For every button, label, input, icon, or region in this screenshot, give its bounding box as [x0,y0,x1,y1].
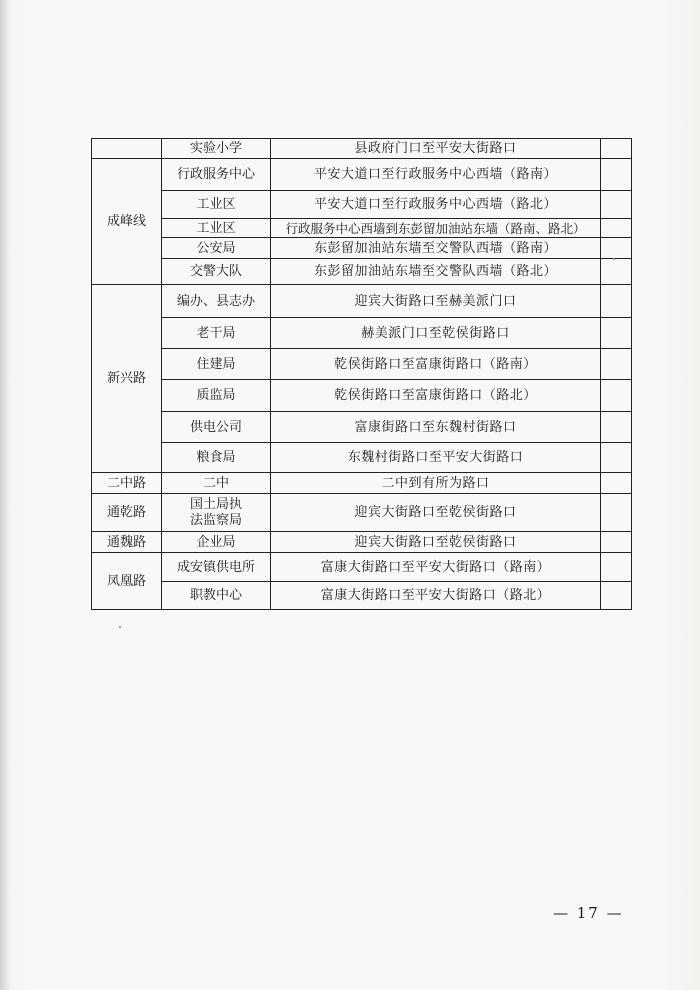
note-cell [601,380,632,412]
road-assignment-table [91,138,632,610]
section-cell: 富康街路口至东魏村街路口 [271,412,601,443]
unit-cell: 供电公司 [162,412,271,443]
section-cell: 迎宾大街路口至赫美派门口 [271,285,601,318]
note-cell [601,159,632,191]
unit-cell: 交警大队 [162,259,271,285]
note-cell [601,582,632,610]
unit-cell: 行政服务中心 [162,159,271,191]
unit-cell: 公安局 [162,238,271,259]
unit-cell: 工业区 [162,191,271,219]
unit-cell: 老干局 [162,318,271,349]
table-row [92,285,632,318]
unit-cell [162,494,271,532]
table-row [92,318,632,349]
table-row [92,473,632,494]
unit-cell: 二中 [162,473,271,494]
road-cell: 二中路 [92,473,162,494]
table-row [92,139,632,159]
table-row [92,412,632,443]
page-number: — 17 — [553,904,624,922]
section-cell: 乾侯街路口至富康街路口（路南） [271,349,601,380]
scan-speck [613,258,615,260]
road-cell: 成峰线 [92,159,162,285]
section-cell: 县政府门口至平安大街路口 [271,139,601,159]
note-cell [601,238,632,259]
section-cell: 乾侯街路口至富康街路口（路北） [271,380,601,412]
table-row [92,494,632,532]
unit-cell: 企业局 [162,532,271,553]
road-cell: 通魏路 [92,532,162,553]
note-cell [601,285,632,318]
road-cell: 新兴路 [92,285,162,473]
table-row [92,532,632,553]
note-cell [601,219,632,238]
unit-cell: 工业区 [162,219,271,238]
note-cell [601,532,632,553]
section-cell: 东彭留加油站东墙至交警队西墙（路南） [271,238,601,259]
road-cell: 通乾路 [92,494,162,532]
unit-cell: 编办、县志办 [162,285,271,318]
table-row [92,443,632,473]
scan-edge-shadow [0,0,10,990]
scan-speck [119,626,121,628]
note-cell [601,473,632,494]
unit-cell: 粮食局 [162,443,271,473]
section-cell: 迎宾大街路口至乾侯街路口 [271,532,601,553]
note-cell [601,139,632,159]
road-cell: 凤凰路 [92,553,162,610]
note-cell [601,443,632,473]
note-cell [601,259,632,285]
note-cell [601,553,632,582]
unit-cell: 成安镇供电所 [162,553,271,582]
table-row [92,219,632,238]
section-cell: 赫美派门口至乾侯街路口 [271,318,601,349]
note-cell [601,191,632,219]
note-cell [601,412,632,443]
note-cell [601,318,632,349]
table-row [92,191,632,219]
section-cell: 平安大道口至行政服务中心西墙（路北） [271,191,601,219]
table-row [92,238,632,259]
unit-cell: 实验小学 [162,139,271,159]
section-cell: 迎宾大街路口至乾侯街路口 [271,494,601,532]
table-row [92,349,632,380]
table-row [92,553,632,582]
section-cell: 二中到有所为路口 [271,473,601,494]
road-cell [92,139,162,159]
unit-cell: 住建局 [162,349,271,380]
section-cell: 平安大道口至行政服务中心西墙（路南） [271,159,601,191]
section-cell: 行政服务中心西墙到东彭留加油站东墙（路南、路北） [271,219,601,238]
unit-cell: 职教中心 [162,582,271,610]
note-cell [601,494,632,532]
unit-line: 国土局执 [189,496,242,512]
table-row [92,582,632,610]
table-row [92,259,632,285]
unit-cell: 质监局 [162,380,271,412]
unit-line: 法监察局 [189,512,242,528]
table-row [92,380,632,412]
table-row [92,159,632,191]
section-cell: 富康大街路口至平安大街路口（路南） [271,553,601,582]
note-cell [601,349,632,380]
section-cell: 富康大街路口至平安大街路口（路北） [271,582,601,610]
section-cell: 东彭留加油站东墙至交警队西墙（路北） [271,259,601,285]
section-cell: 东魏村街路口至平安大街路口 [271,443,601,473]
